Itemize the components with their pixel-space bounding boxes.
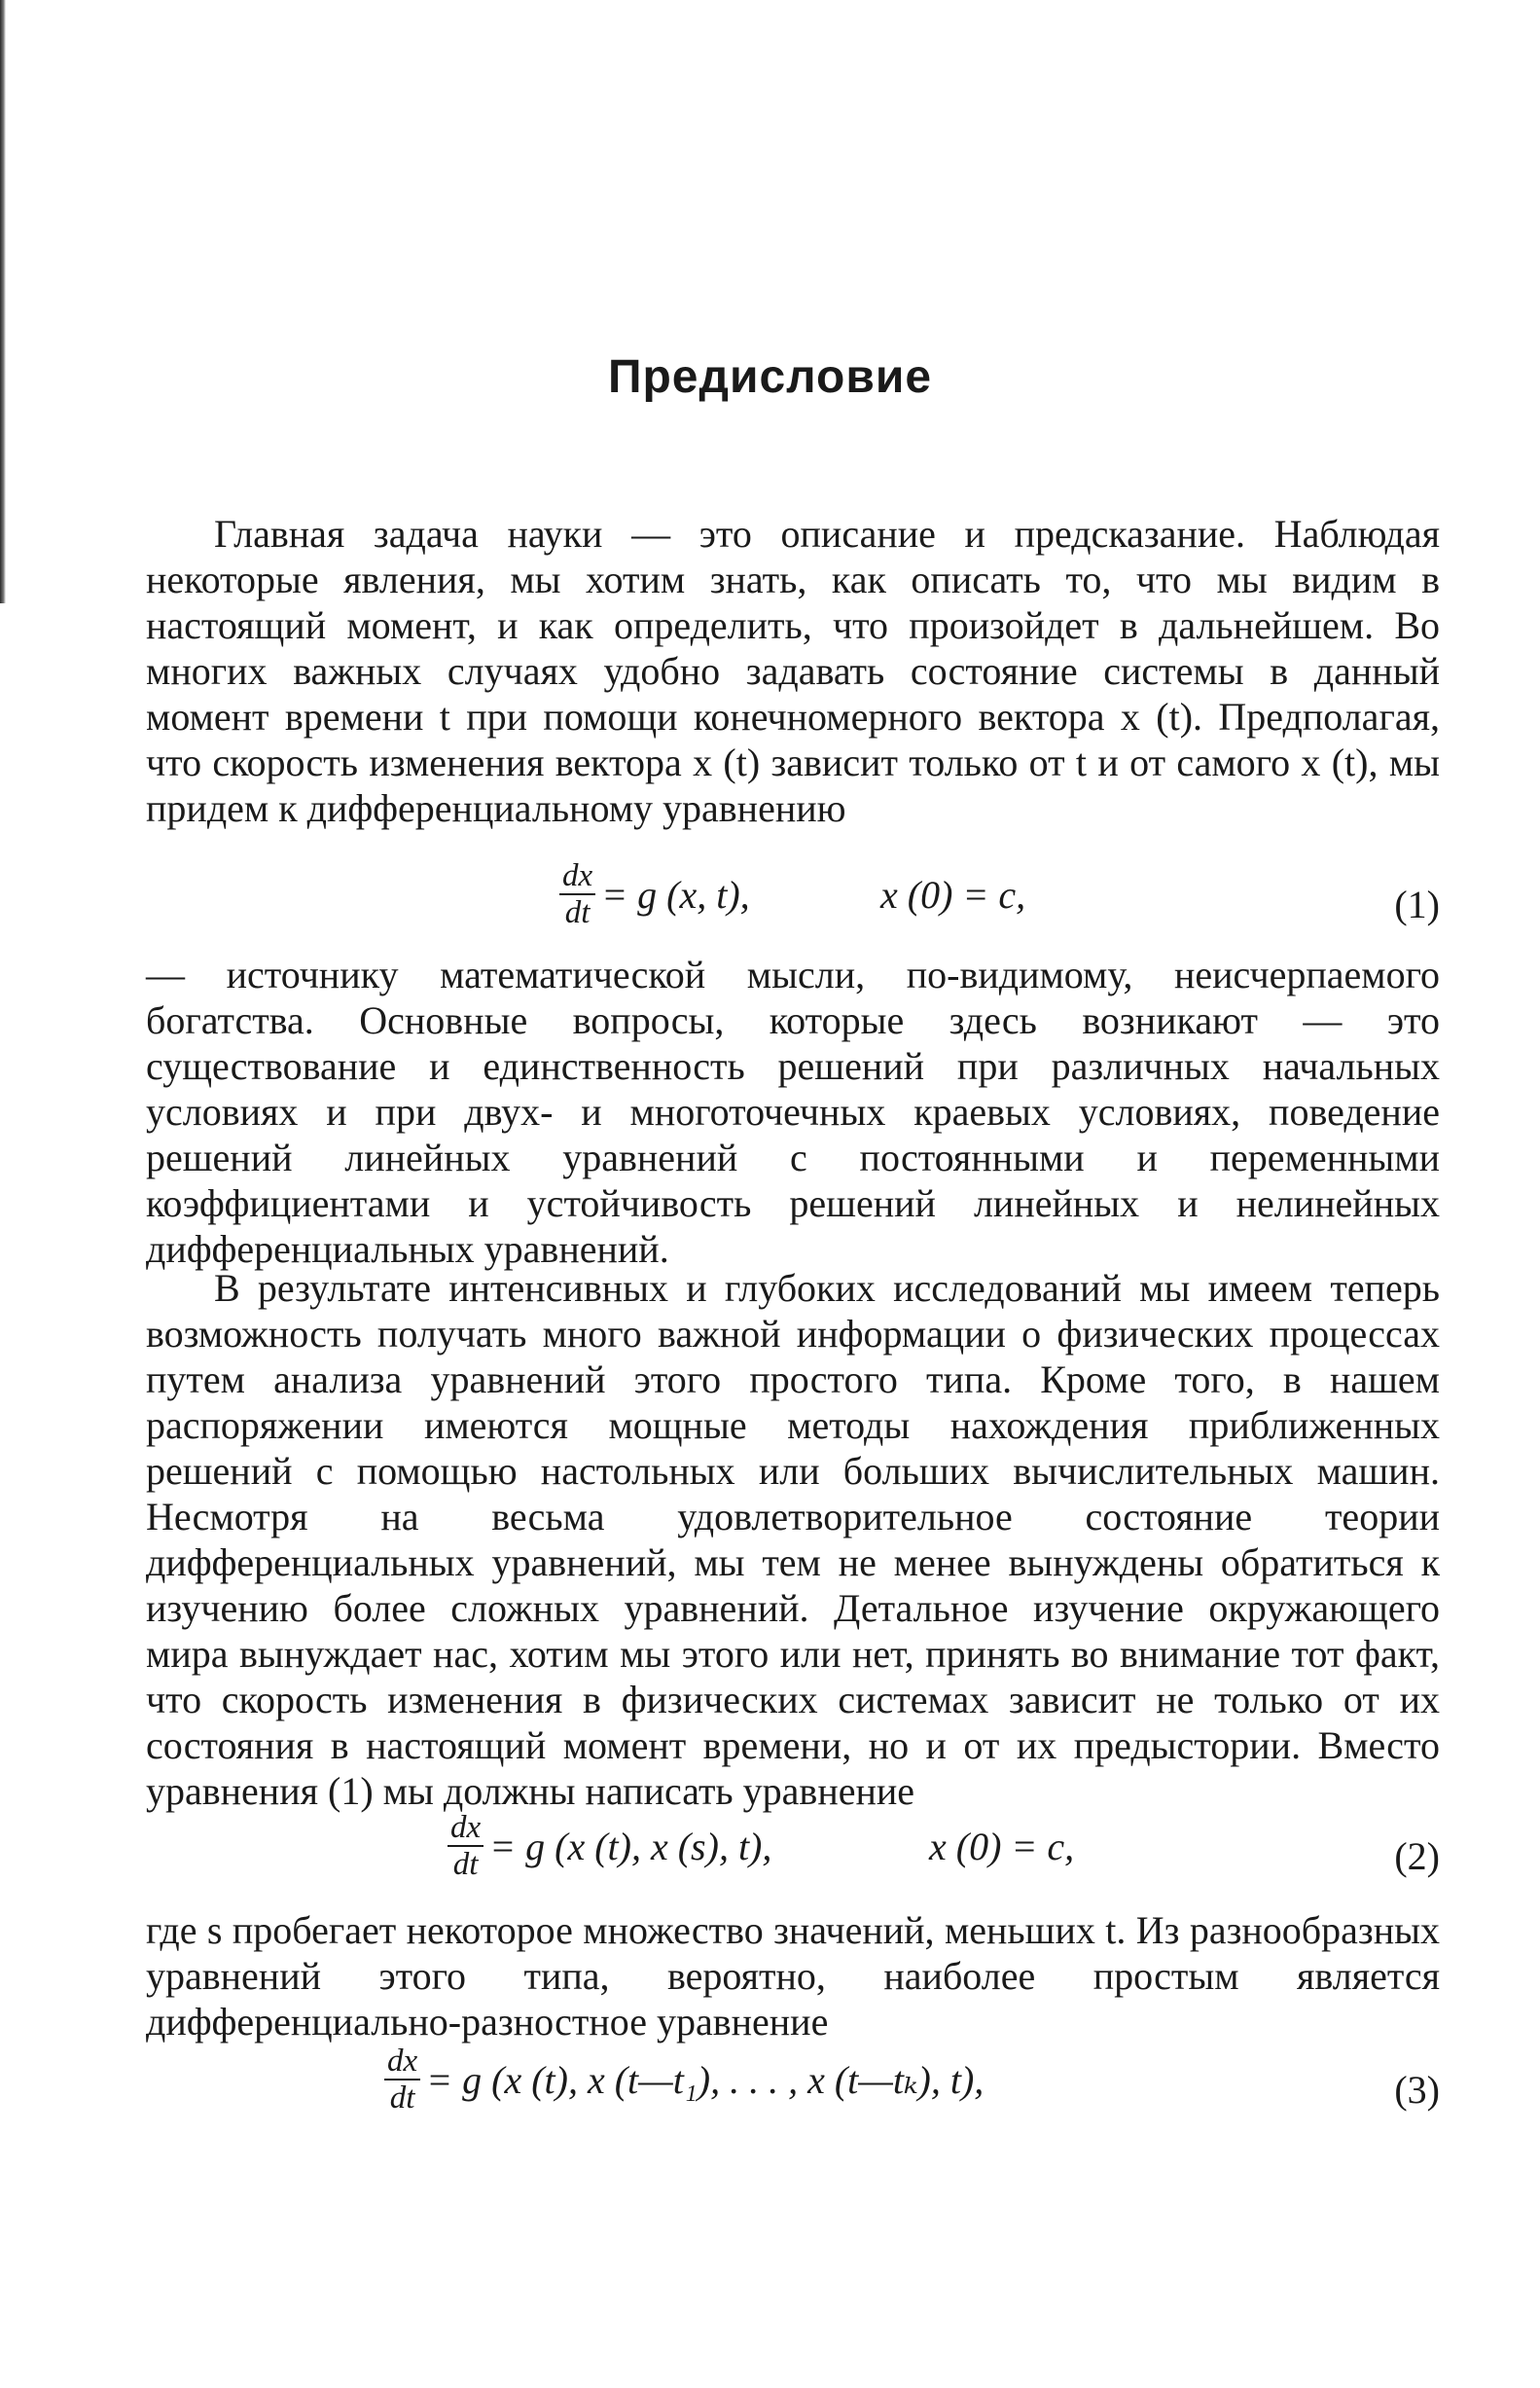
equation-3-rhs: = g (x (t), x (t—t₁), . . . , x (t—tₖ), t), — [426, 2057, 985, 2102]
derivative-fraction — [559, 859, 595, 929]
fraction-numerator: dx — [384, 2044, 420, 2080]
fraction-denominator: dt — [452, 1847, 479, 1882]
equation-1-rhs: = g (x, t), — [601, 872, 750, 917]
scan-binding-edge — [0, 0, 6, 603]
paragraph-1-block — [146, 511, 1440, 831]
fraction-denominator: dt — [389, 2080, 415, 2116]
equation-3-expression — [384, 2042, 984, 2117]
equation-3 — [146, 2042, 1440, 2117]
fraction-denominator: dt — [564, 895, 591, 930]
paragraph-3-block — [146, 1265, 1440, 1814]
fraction-numerator: dx — [448, 1811, 483, 1847]
equation-1-expression — [559, 856, 750, 932]
paragraph-2-block — [146, 952, 1440, 1272]
equation-1 — [146, 856, 1440, 932]
equation-2 — [146, 1808, 1440, 1884]
paragraph-4-block — [146, 1907, 1440, 2044]
page-title: Предисловие — [607, 351, 933, 403]
initial-condition: x (0) = c, — [880, 872, 1026, 917]
equation-2-rhs: = g (x (t), x (s), t), — [489, 1824, 772, 1868]
paragraph-4: где s пробегает некоторое множество значений, меньших t. Из разнообразных уравнений этого типа, вероятно, наиболее простым является дифференциально-разностное уравнение — [146, 1908, 1440, 2044]
equation-1-condition — [880, 856, 1025, 932]
paragraph-2: — источнику математической мысли, по-видимому, неисчерпаемого богатства. Основные вопросы, которые здесь возникают — это существование и единственность решений при различных начальных условиях и при двух- и многоточечных краевых условиях, поведение решений линейных уравнений с постоянными и переменными коэффициентами и устойчивость решений линейных и нелинейных дифференциальных уравнений. — [146, 953, 1440, 1271]
fraction-numerator: dx — [559, 859, 595, 895]
derivative-fraction — [448, 1811, 483, 1881]
equation-2-number: (2) — [1394, 1834, 1440, 1878]
derivative-fraction — [384, 2044, 420, 2115]
equation-2-condition — [929, 1808, 1074, 1884]
initial-condition: x (0) = c, — [929, 1824, 1075, 1868]
equation-1-number: (1) — [1394, 883, 1440, 926]
paragraph-1: Главная задача науки — это описание и предсказание. Наблюдая некоторые явления, мы хотим знать, как описать то, что мы видим в настоящий момент, и как определить, что произойдет в дальнейшем. Во многих важных случаях удобно задавать состояние системы в данный момент времени t при помощи конечномерного вектора x (t). Предполагая, что скорость изменения вектора x (t) зависит только от t и от самого x (t), мы придем к дифференциальному уравнению — [146, 512, 1440, 830]
paragraph-3: В результате интенсивных и глубоких исследований мы имеем теперь возможность получать много важной информации о физических процессах путем анализа уравнений этого простого типа. Кроме того, в нашем распоряжении имеются мощные методы нахождения приближенных решений с помощью настольных или больших вычислительных машин. Несмотря на весьма удовлетворительное состояние теории дифференциальных уравнений, мы тем не менее вынуждены обратиться к изучению более сложных уравнений. Детальное изучение окружающего мира вынуждает нас, хотим мы этого или нет, принять во внимание тот факт, что скорость изменения в физических системах зависит не только от их состояния в настоящий момент времени, но и от их предыстории. Вместо уравнения (1) мы должны написать уравнение — [146, 1266, 1440, 1813]
equation-3-number: (3) — [1394, 2068, 1440, 2112]
equation-2-expression — [448, 1808, 771, 1884]
